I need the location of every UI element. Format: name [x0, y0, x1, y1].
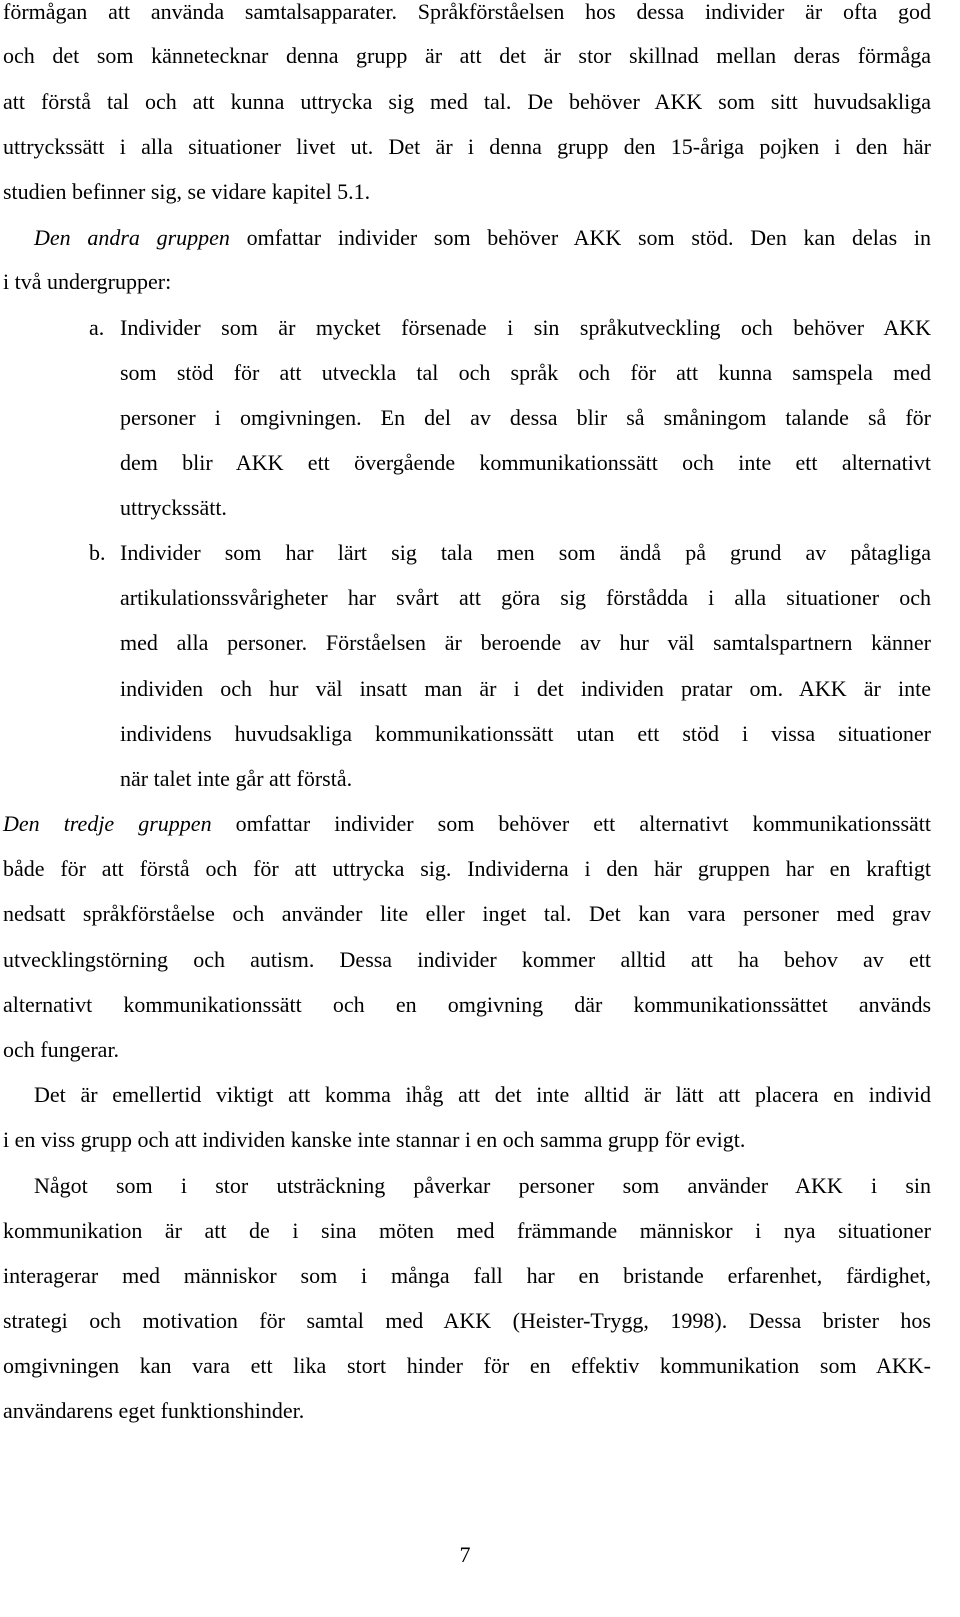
list-b-line-2: artikulationssvårigheter har svårt att göra sig förstådda i alla situationer och — [120, 585, 931, 610]
second-group-term: Den andra gruppen — [34, 225, 230, 250]
list-marker-a: a. — [89, 315, 105, 340]
list-a-line-4: dem blir AKK ett övergående kommunikationssätt och inte ett alternativt — [120, 450, 931, 475]
list-b-line-6: när talet inte går att förstå. — [120, 766, 353, 791]
paragraph-1-line-4: uttryckssätt i alla situationer livet ut. Det är i denna grupp den 15-åriga pojken i den här — [3, 134, 931, 159]
paragraph-1-line-1: förmågan att använda samtalsapparater. Språkförståelsen hos dessa individer är ofta god — [3, 0, 931, 24]
list-b-line-4: individen och hur väl insatt man är i det individen pratar om. AKK är inte — [120, 676, 931, 701]
paragraph-4-line-2: i en viss grupp och att individen kanske inte stannar i en och samma grupp för evigt. — [3, 1127, 746, 1152]
paragraph-5-line-6: användarens eget funktionshinder. — [3, 1398, 305, 1423]
list-b-line-3: med alla personer. Förståelsen är beroende av hur väl samtalspartnern känner — [120, 630, 931, 655]
paragraph-1-line-3: att förstå tal och att kunna uttrycka sig med tal. De behöver AKK som sitt huvudsakliga — [3, 89, 931, 114]
paragraph-1-line-5: studien befinner sig, se vidare kapitel 5.1. — [3, 179, 371, 204]
list-b-line-5: individens huvudsakliga kommunikationssätt utan ett stöd i vissa situationer — [120, 721, 931, 746]
list-marker-b: b. — [89, 540, 106, 565]
paragraph-5-line-5: omgivningen kan vara ett lika stort hinder för en effektiv kommunikation som AKK- — [3, 1353, 931, 1378]
list-a-line-5: uttryckssätt. — [120, 495, 227, 520]
page-number: 7 — [459, 1542, 471, 1567]
list-a-line-1: Individer som är mycket försenade i sin språkutveckling och behöver AKK — [120, 315, 931, 340]
list-a-line-3: personer i omgivningen. En del av dessa blir så småningom talande så för — [120, 405, 931, 430]
paragraph-3-line-2: både för att förstå och för att uttrycka sig. Individerna i den här gruppen har en kraftigt — [3, 856, 931, 881]
paragraph-1-line-2: och det som kännetecknar denna grupp är att det är stor skillnad mellan deras förmåga — [3, 43, 931, 68]
paragraph-2-line-1 — [34, 224, 931, 252]
list-a-line-2: som stöd för att utveckla tal och språk och för att kunna samspela med — [120, 360, 931, 385]
paragraph-3-line-3: nedsatt språkförståelse och använder lite eller inget tal. Det kan vara personer med grav — [3, 901, 931, 926]
paragraph-3-line-4: utvecklingstörning och autism. Dessa individer kommer alltid att ha behov av ett — [3, 947, 931, 972]
third-group-term: Den tredje gruppen — [3, 811, 212, 836]
paragraph-5-line-1: Något som i stor utsträckning påverkar personer som använder AKK i sin — [34, 1173, 931, 1198]
paragraph-3-line-1-rest: omfattar individer som behöver ett alternativt kommunikationssätt — [211, 811, 931, 836]
paragraph-3-line-1 — [3, 810, 931, 838]
paragraph-4-line-1: Det är emellertid viktigt att komma ihåg att det inte alltid är lätt att placera en individ — [34, 1082, 931, 1107]
paragraph-2-line-2: i två undergrupper: — [3, 269, 172, 294]
paragraph-5-line-4: strategi och motivation för samtal med AKK (Heister-Trygg, 1998). Dessa brister hos — [3, 1308, 931, 1333]
paragraph-5-line-2: kommunikation är att de i sina möten med främmande människor i nya situationer — [3, 1218, 931, 1243]
list-b-line-1: Individer som har lärt sig tala men som ändå på grund av påtagliga — [120, 540, 931, 565]
paragraph-3-line-5: alternativt kommunikationssätt och en omgivning där kommunikationssättet används — [3, 992, 931, 1017]
paragraph-2-line-1-rest: omfattar individer som behöver AKK som stöd. Den kan delas in — [229, 225, 931, 250]
paragraph-5-line-3: interagerar med människor som i många fall har en bristande erfarenhet, färdighet, — [3, 1263, 931, 1288]
paragraph-3-line-6: och fungerar. — [3, 1037, 120, 1062]
